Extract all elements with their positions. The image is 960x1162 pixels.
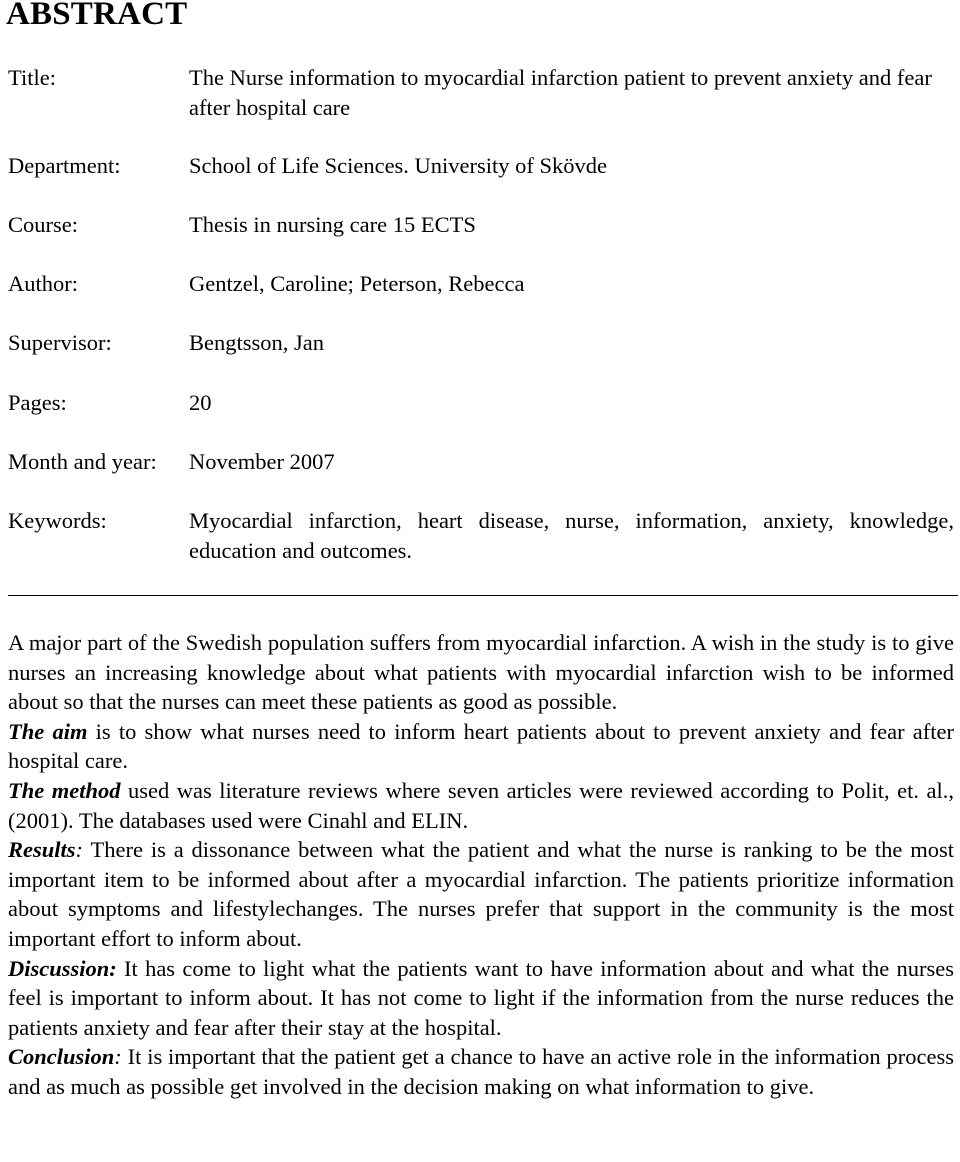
abstract-aim [8, 717, 954, 776]
meta-value-supervisor: Bengtsson, Jan [189, 330, 324, 355]
abstract-body [8, 628, 954, 1102]
abstract-intro: A major part of the Swedish population suffers from myocardial infarction. A wish in the study is to give nurses an increasing knowledge about what patients with myocardial infarction wish to be informed about so that the nurses can meet these patients as good as possible. [8, 630, 954, 715]
meta-value-title: The Nurse information to myocardial infarction patient to prevent anxiety and fear after hospital care [189, 65, 932, 120]
meta-value-pages: 20 [189, 390, 212, 415]
abstract-discussion [8, 954, 954, 1043]
meta-value-keywords: Myocardial infarction, heart disease, nurse, information, anxiety, knowledge, education and outcomes. [189, 508, 954, 563]
meta-label-keywords: Keywords: [8, 508, 107, 533]
meta-label-month-year: Month and year: [8, 449, 157, 474]
conclusion-text: It is important that the patient get a chance to have an active role in the information process and as much as possible get involved in the decision making on what information to give. [8, 1044, 954, 1099]
results-lead: Results [8, 837, 76, 863]
aim-lead: The aim [8, 718, 88, 744]
method-text: used was literature reviews where seven articles were reviewed according to Polit, et. al., (2001). The databases used were Cinahl and ELIN. [8, 777, 955, 833]
page-title: ABSTRACT [6, 0, 188, 32]
meta-label-department: Department: [8, 153, 121, 178]
meta-value-course: Thesis in nursing care 15 ECTS [189, 212, 476, 237]
meta-label-pages: Pages: [8, 390, 67, 415]
meta-value-month-year: November 2007 [189, 449, 335, 474]
discussion-lead: Discussion: [8, 955, 117, 981]
meta-label-author: Author: [8, 271, 78, 296]
method-lead: The method [8, 777, 121, 803]
meta-label-title: Title: [8, 65, 56, 90]
meta-value-department: School of Life Sciences. University of Skövde [189, 153, 608, 178]
section-divider [8, 595, 958, 596]
meta-label-course: Course: [8, 212, 78, 237]
meta-label-supervisor: Supervisor: [8, 330, 112, 355]
conclusion-lead: Conclusion [8, 1044, 115, 1070]
conclusion-sep: : [114, 1044, 122, 1070]
abstract-results [8, 835, 954, 953]
results-text: There is a dissonance between what the patient and what the nurse is ranking to be the most important item to be informed about after a myocardial infarction. The patients prioritize information about symptoms and lifestylechanges. The nurses prefer that support in the community is the most important effort to inform about. [8, 837, 954, 951]
abstract-method [8, 776, 954, 835]
meta-value-author: Gentzel, Caroline; Peterson, Rebecca [189, 271, 525, 296]
results-sep: : [75, 837, 84, 863]
abstract-conclusion [8, 1042, 954, 1101]
aim-text: is to show what nurses need to inform heart patients about to prevent anxiety and fear after hospital care. [8, 718, 954, 774]
discussion-text: It has come to light what the patients want to have information about and what the nurses feel is important to inform about. It has not come to light if the information from the nurse reduces the patients anxiety and fear after their stay at the hospital. [8, 955, 954, 1040]
